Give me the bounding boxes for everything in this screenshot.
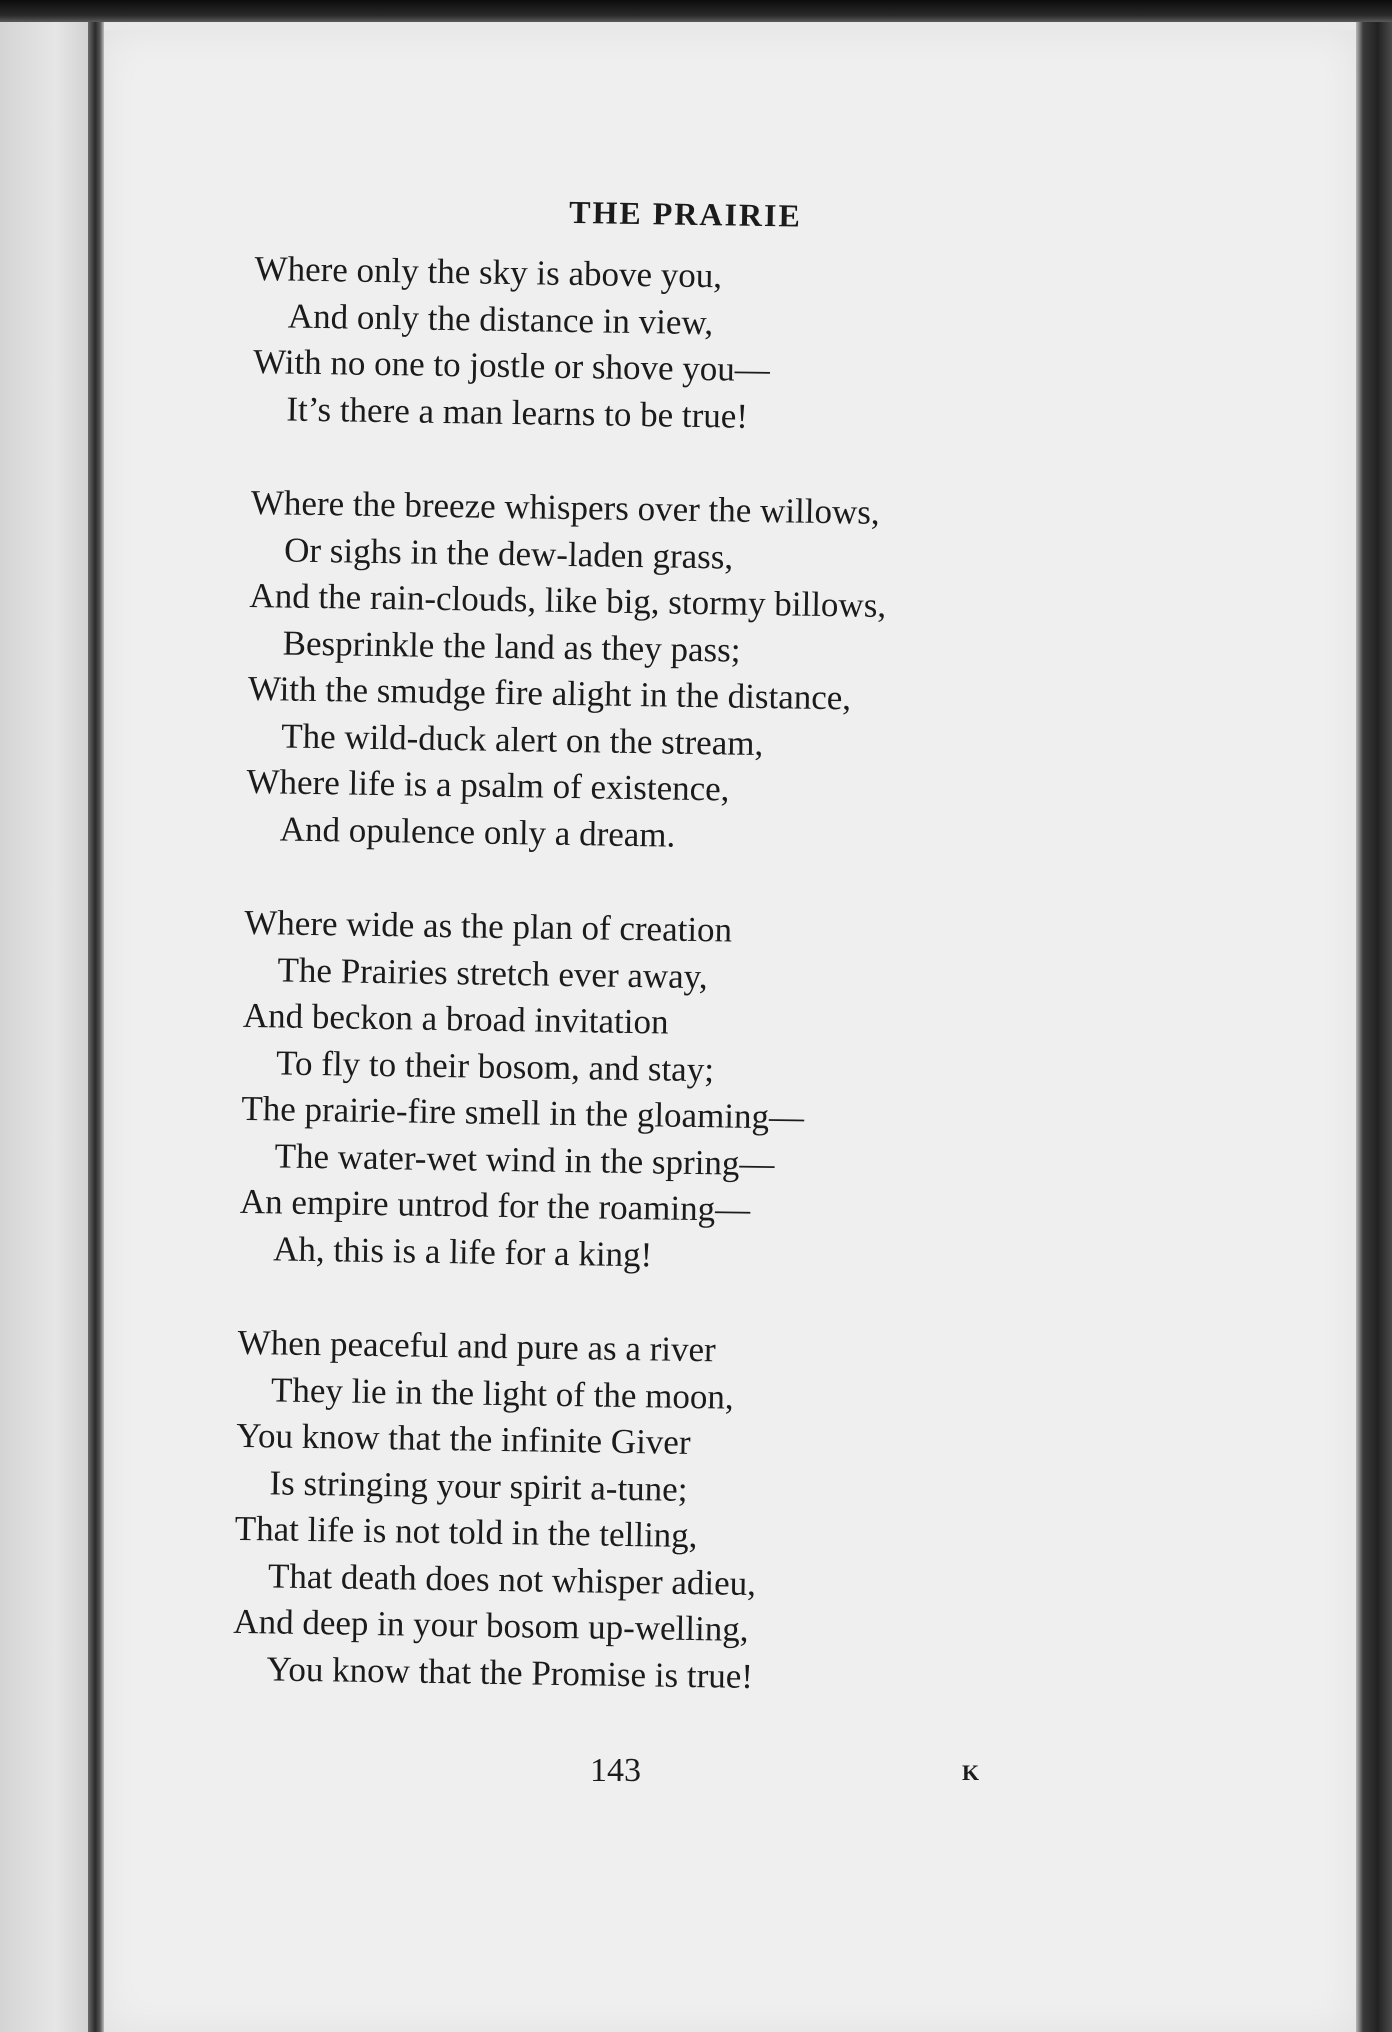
stanza-1: [252, 246, 1115, 445]
poem-line: It’s there a man learns to be true!: [286, 389, 749, 436]
poem-title: THE PRAIRIE: [568, 193, 803, 234]
book-gutter: [88, 22, 104, 2032]
stanza-2: [245, 480, 1111, 865]
poem-line: They lie in the light of the moon,: [270, 1369, 734, 1417]
poem-line: That death does not whisper adieu,: [267, 1555, 757, 1603]
poem-line: The Prairies stretch ever away,: [277, 949, 709, 996]
stanza-3: [239, 900, 1105, 1285]
poem-line: And deep in your bosom up-welling,: [233, 1601, 749, 1649]
signature-mark: K: [962, 1760, 981, 1785]
facing-page-edge: [0, 22, 92, 2032]
poem-line: You know that the infinite Giver: [235, 1415, 691, 1462]
poem-line: Where the breeze whispers over the willows,: [250, 482, 880, 532]
poem-line: The water-wet wind in the spring—: [274, 1135, 775, 1183]
poem-line: You know that the Promise is true!: [266, 1648, 754, 1696]
poem-line: Or sighs in the dew-laden grass,: [283, 529, 734, 577]
scan-top-edge: [0, 0, 1392, 22]
poem-line: And the rain-clouds, like big, stormy billows,: [249, 575, 887, 625]
poem: [231, 180, 1115, 1753]
poem-line: That life is not told in the telling,: [234, 1508, 698, 1556]
poem-line: The wild-duck alert on the stream,: [280, 715, 764, 763]
page-number: 143: [590, 1752, 641, 1789]
poem-line: Where life is a psalm of existence,: [246, 761, 730, 809]
poem-line: Besprinkle the land as they pass;: [282, 622, 741, 670]
poem-line: And beckon a broad invitation: [242, 995, 669, 1042]
poem-line: The prairie-fire smell in the gloaming—: [241, 1088, 805, 1137]
poem-line: And only the distance in view,: [287, 296, 714, 342]
poem-line: With the smudge fire alight in the distance,: [247, 668, 852, 718]
poem-line: Where wide as the plan of creation: [244, 902, 733, 950]
stanza-4: [232, 1320, 1098, 1705]
poem-line: An empire untrod for the roaming—: [239, 1181, 751, 1229]
poem-line: When peaceful and pure as a river: [237, 1322, 717, 1370]
poem-line: Ah, this is a life for a king!: [272, 1228, 653, 1274]
poem-line: Where only the sky is above you,: [254, 248, 723, 296]
poem-line: With no one to jostle or shove you—: [252, 341, 771, 390]
poem-line: Is stringing your spirit a-tune;: [269, 1462, 688, 1509]
poem-line: To fly to their bosom, and stay;: [275, 1042, 715, 1089]
page-footer: [580, 1752, 1000, 1802]
book-cover-edge: [1356, 22, 1392, 2032]
poem-line: And opulence only a dream.: [279, 808, 676, 855]
